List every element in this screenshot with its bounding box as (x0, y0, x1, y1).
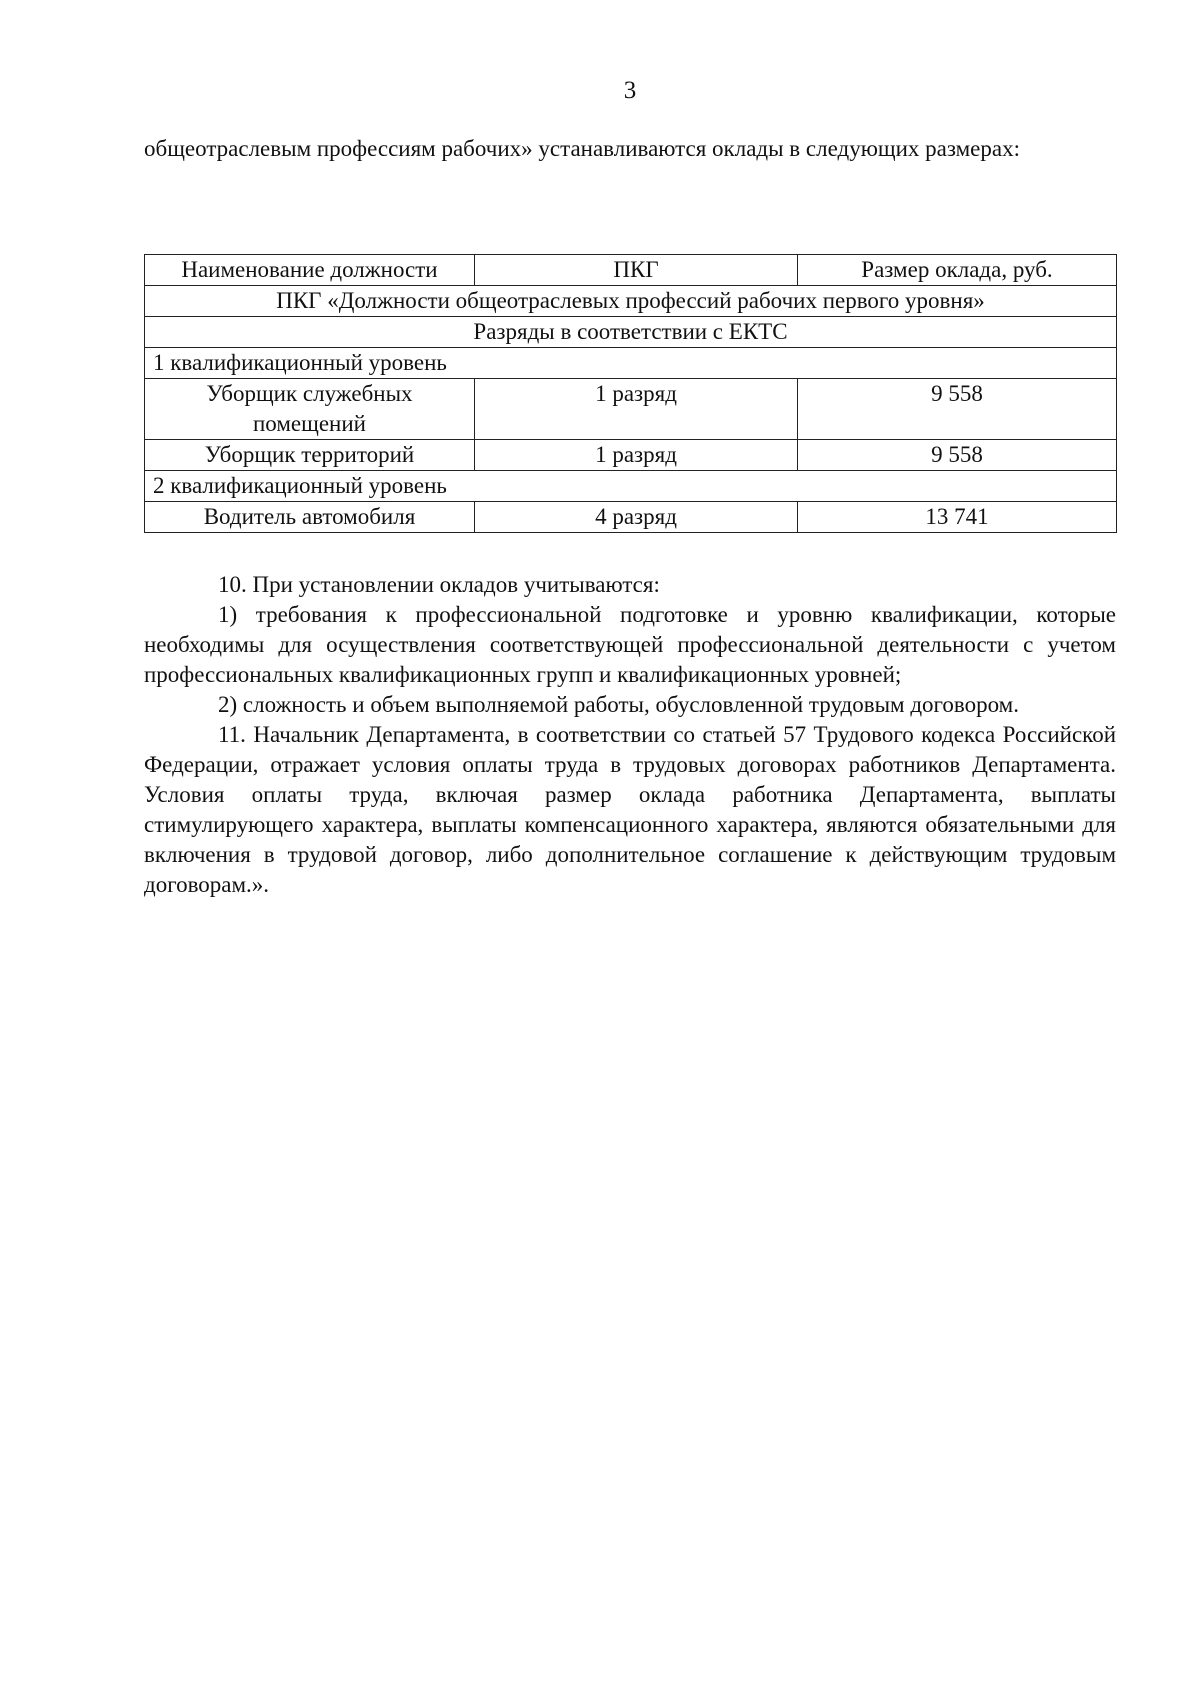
header-salary: Размер оклада, руб. (798, 255, 1117, 286)
salary-cell: 9 558 (798, 440, 1117, 471)
intro-text: общеотраслевым профессиям рабочих» устанавливаются оклады в следующих размерах: (144, 136, 1020, 161)
level-title-row (145, 348, 1117, 379)
grade-cell: 4 разряд (475, 502, 798, 533)
position-cell: Уборщик служебных помещений (145, 379, 475, 440)
table-row (145, 502, 1117, 533)
position-cell: Уборщик территорий (145, 440, 475, 471)
level1-title: 1 квалификационный уровень (145, 348, 1117, 379)
table-row (145, 379, 1117, 440)
salary-cell: 9 558 (798, 379, 1117, 440)
paragraph-10-item-2: 2) сложность и объем выполняемой работы, обусловленной трудовым договором. (218, 692, 1019, 717)
header-pkg: ПКГ (475, 255, 798, 286)
header-position: Наименование должности (145, 255, 475, 286)
position-cell: Водитель автомобиля (145, 502, 475, 533)
subgroup-title: Разряды в соответствии с ЕКТС (145, 317, 1117, 348)
level2-title: 2 квалификационный уровень (145, 471, 1117, 502)
salary-cell: 13 741 (798, 502, 1117, 533)
level-title-row (145, 471, 1117, 502)
subgroup-title-row (145, 317, 1117, 348)
page-number: 3 (623, 77, 637, 104)
table-row (145, 440, 1117, 471)
body-text (144, 570, 1116, 900)
grade-cell: 1 разряд (475, 440, 798, 471)
group-title-row (145, 286, 1117, 317)
group-title: ПКГ «Должности общеотраслевых профессий рабочих первого уровня» (145, 286, 1117, 317)
table-header-row (145, 255, 1117, 286)
salary-table (144, 254, 1117, 533)
paragraph-10: 10. При установлении окладов учитываются: (218, 572, 660, 597)
grade-cell: 1 разряд (475, 379, 798, 440)
paragraph-11: 11. Начальник Департамента, в соответствии со статьей 57 Трудового кодекса Российской Федерации, отражает условия оплаты труда в трудовых договорах работников Департамента. Условия оплаты труда, включая размер оклада работника Департамента, выплаты стимулирующего характера, выплаты компенсационного характера, являются обязательными для включения в трудовой договор, либо дополнительное соглашение к действующим трудовым договорам.». (144, 722, 1116, 897)
paragraph-10-item-1: 1) требования к профессиональной подготовке и уровню квалификации, которые необходимы для осуществления соответствующей профессиональной деятельности с учетом профессиональных квалификационных групп и квалификационных уровней; (144, 602, 1116, 687)
intro-paragraph (144, 134, 1116, 164)
